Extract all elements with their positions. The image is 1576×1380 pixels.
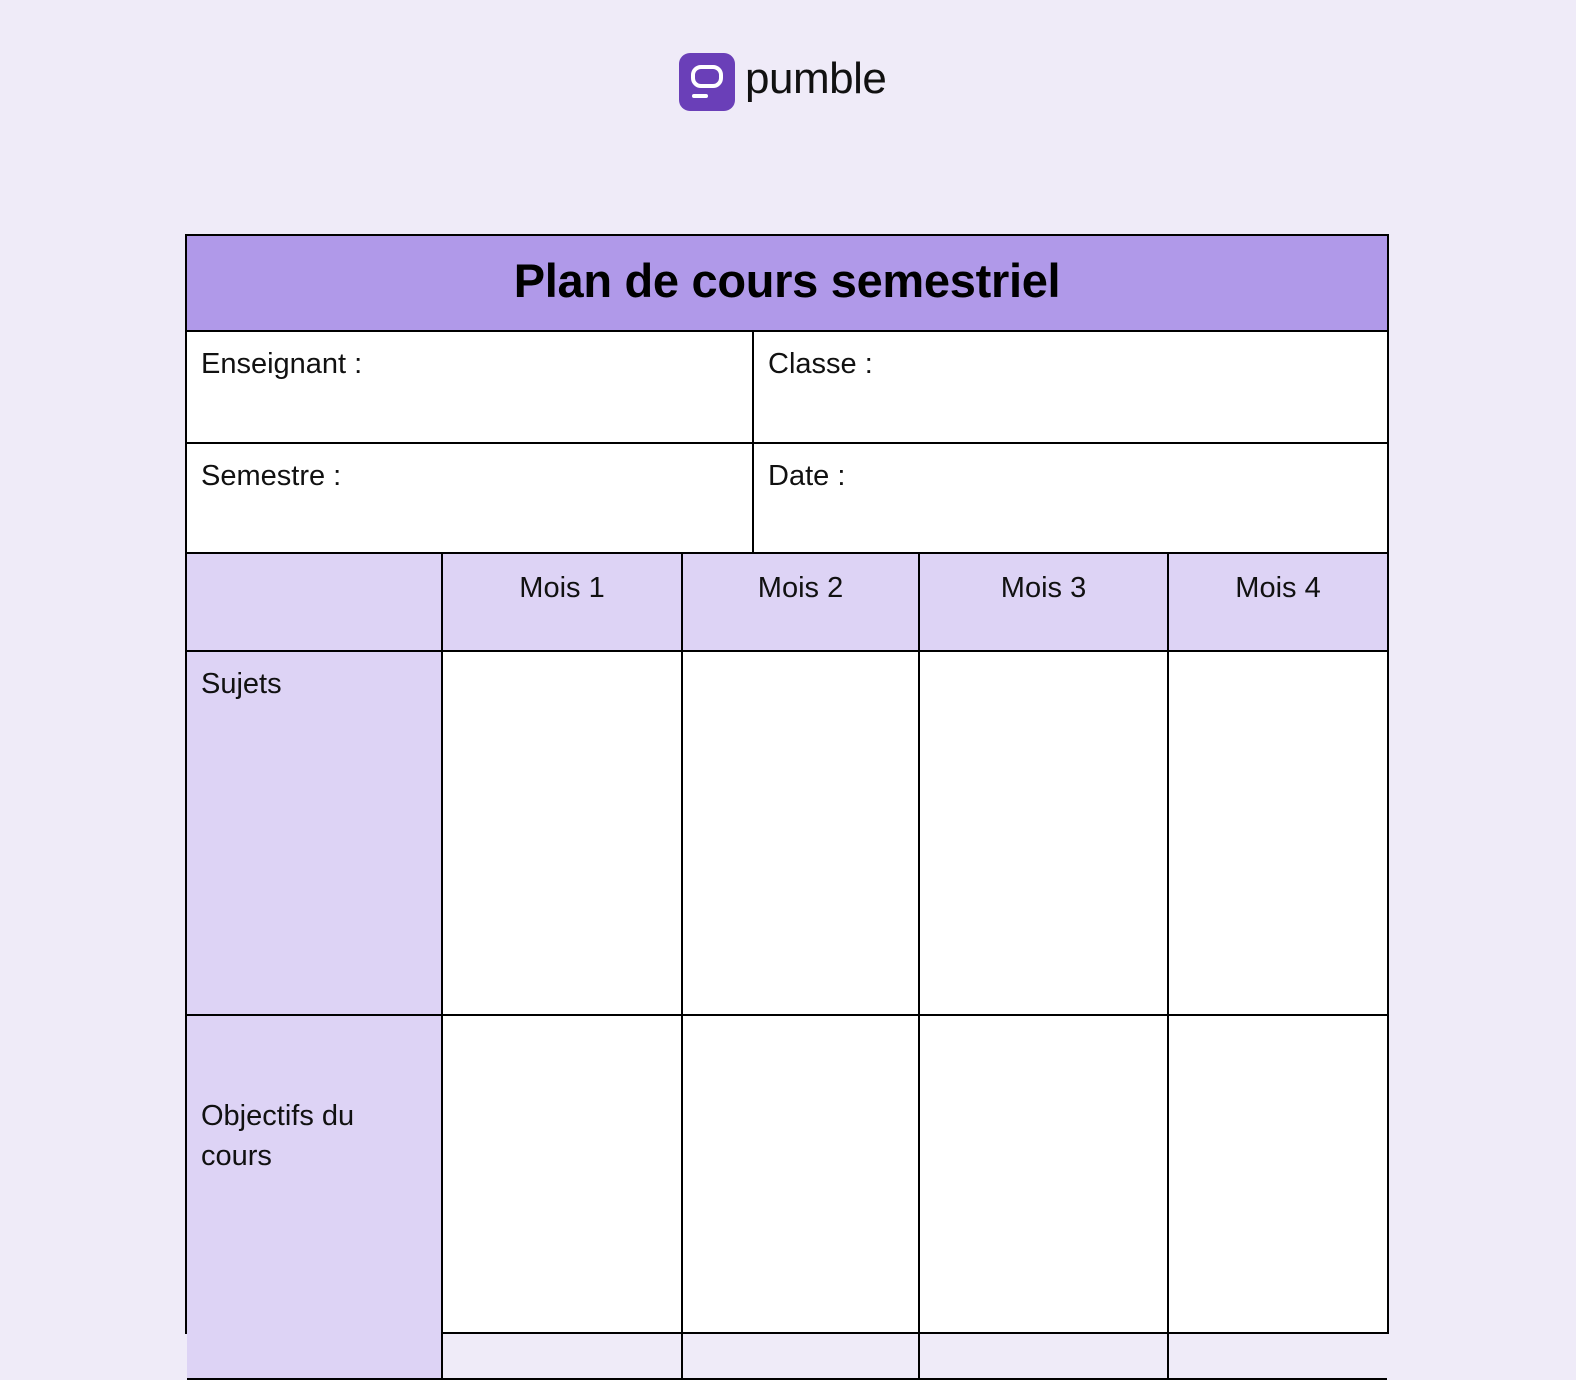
brand-name: pumble: [745, 54, 887, 103]
topics-month-3-cell[interactable]: [920, 652, 1169, 1016]
document-title: Plan de cours semestriel: [513, 254, 1061, 307]
topics-month-2-cell[interactable]: [683, 652, 920, 1016]
date-field[interactable]: [754, 444, 1387, 554]
column-header-month-2: Mois 2: [683, 554, 920, 652]
column-header-month-3: Mois 3: [920, 554, 1169, 652]
semester-label: Semestre :: [201, 460, 342, 492]
date-label: Date :: [768, 460, 846, 492]
topics-month-1-cell[interactable]: [443, 652, 683, 1016]
row-label-topics: [187, 652, 443, 1016]
class-label: Classe :: [768, 348, 873, 380]
row-label-topics-text: Sujets: [201, 668, 282, 700]
objectives-month-1-cell[interactable]: [443, 1016, 683, 1380]
course-plan-document: [185, 234, 1389, 1334]
teacher-label: Enseignant :: [201, 348, 363, 380]
pumble-logo-icon: [679, 53, 735, 111]
semester-field[interactable]: [187, 444, 754, 554]
objectives-month-4-cell[interactable]: [1169, 1016, 1387, 1380]
row-label-objectives: [187, 1016, 443, 1380]
brand-header: [679, 53, 886, 111]
objectives-month-2-cell[interactable]: [683, 1016, 920, 1380]
document-title-cell: [187, 236, 1387, 332]
table-corner-cell: [187, 554, 443, 652]
objectives-month-3-cell[interactable]: [920, 1016, 1169, 1380]
class-field[interactable]: [754, 332, 1387, 444]
teacher-field[interactable]: [187, 332, 754, 444]
column-header-month-4: Mois 4: [1169, 554, 1387, 652]
row-label-objectives-text: Objectifs du cours: [201, 1100, 355, 1172]
column-header-month-1: Mois 1: [443, 554, 683, 652]
topics-month-4-cell[interactable]: [1169, 652, 1387, 1016]
